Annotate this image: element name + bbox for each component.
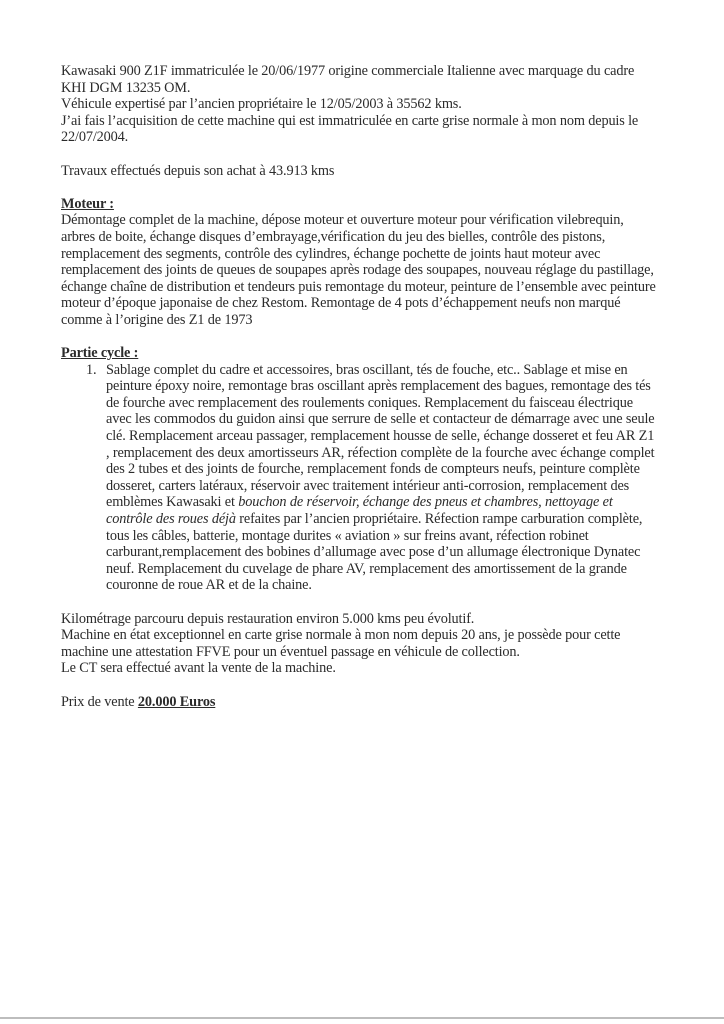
list-item-text-italic: bouchon de réservoir, échange des pneus et chambres, nettoyage et contrôle des roues déjà	[106, 494, 613, 528]
price-label: Prix de vente	[61, 693, 138, 710]
partie-cycle-heading: Partie cycle :	[61, 345, 139, 362]
closing-mileage: Kilométrage parcouru depuis restauration environ 5.000 kms peu évolutif.	[61, 610, 475, 627]
spacer	[61, 146, 661, 163]
list-item	[61, 362, 661, 594]
intro-section	[61, 63, 661, 146]
moteur-text: Démontage complet de la machine, dépose moteur et ouverture moteur pour vérification vilebrequin, arbres de boite, échange disques d’embrayage,vérification du jeu des bielles, contrôle des pistons, remplacement des segments, contrôle des cylindres, échange pochette de joints haut moteur avec remplacement des joints de queues de soupapes après rodage des soupapes, nouveau réglage du pastillage, échange chaîne de distribution et tendeurs puis remontage du moteur, peinture de l’ensemble avec peinture moteur d’époque japonaise de chez Restom. Remontage de 4 pots d’échappement neufs non marqué comme à l’origine des Z1 de 1973	[61, 212, 656, 328]
partie-cycle-list	[61, 362, 661, 594]
price-line	[61, 694, 661, 711]
closing-condition: Machine en état exceptionnel en carte grise normale à mon nom depuis 20 ans, je possède pour cette machine une attestation FFVE pour un éventuel passage en véhicule de collection.	[61, 627, 621, 660]
closing-ct: Le CT sera effectué avant la vente de la machine.	[61, 660, 336, 677]
intro-line-expertise: Véhicule expertisé par l’ancien propriétaire le 12/05/2003 à 35562 kms.	[61, 96, 462, 113]
spacer	[61, 594, 661, 611]
spacer	[61, 677, 661, 694]
spacer	[61, 179, 661, 196]
spacer	[61, 329, 661, 346]
document-page	[61, 63, 661, 710]
intro-line-acquisition: J’ai fais l’acquisition de cette machine qui est immatriculée en carte grise normale à mon nom depuis le 22/07/2004.	[61, 112, 639, 146]
list-item-text: Sablage complet du cadre et accessoires, bras oscillant, tés de fouche, etc.. Sablage et mise en peinture époxy noire, remontage bras oscillant après remplacement des bagues, remontage des tés de fourche avec remplacement des roulements coniques. Remplacement du faisceau électrique avec les commodos du guidon ainsi que serrure de selle et contacteur de démarrage avec une seule clé. Remplacement arceau passager, remplacement housse de selle, échange dosseret et feu AR Z1 , remplacement des deux amortisseurs AR, réfection complète de la fourche avec échange complet des 2 tubes et des joints de fourche, remplacement fonds de compteurs neufs, peinture complète dosseret, carters latéraux, réservoir avec traitement intérieur anti-corrosion, remplacement des emblèmes Kawasaki et	[106, 361, 655, 511]
list-marker: 1.	[86, 361, 97, 378]
moteur-heading: Moteur :	[61, 195, 114, 212]
works-intro: Travaux effectués depuis son achat à 43.913 kms	[61, 162, 335, 179]
partie-cycle-section	[61, 345, 661, 594]
scan-edge-divider	[0, 1017, 724, 1019]
closing-section	[61, 611, 661, 677]
list-item-text-continued: refaites par l’ancien propriétaire. Réfection rampe carburation complète, tous les câbles, batterie, montage durites « aviation » sur freins avant, réfection robinet carburant,remplacement des bobines d’allumage avec pose d’un allumage électronique Dynatec neuf. Remplacement du cuvelage de phare AV, remplacement des amortissement de la grande couronne de roue AR et de la chaine.	[106, 511, 643, 594]
moteur-section	[61, 196, 661, 329]
intro-line-vehicle: Kawasaki 900 Z1F immatriculée le 20/06/1977 origine commerciale Italienne avec marquage du cadre KHI DGM 13235 OM.	[61, 63, 635, 96]
price-value: 20.000 Euros	[137, 693, 216, 710]
